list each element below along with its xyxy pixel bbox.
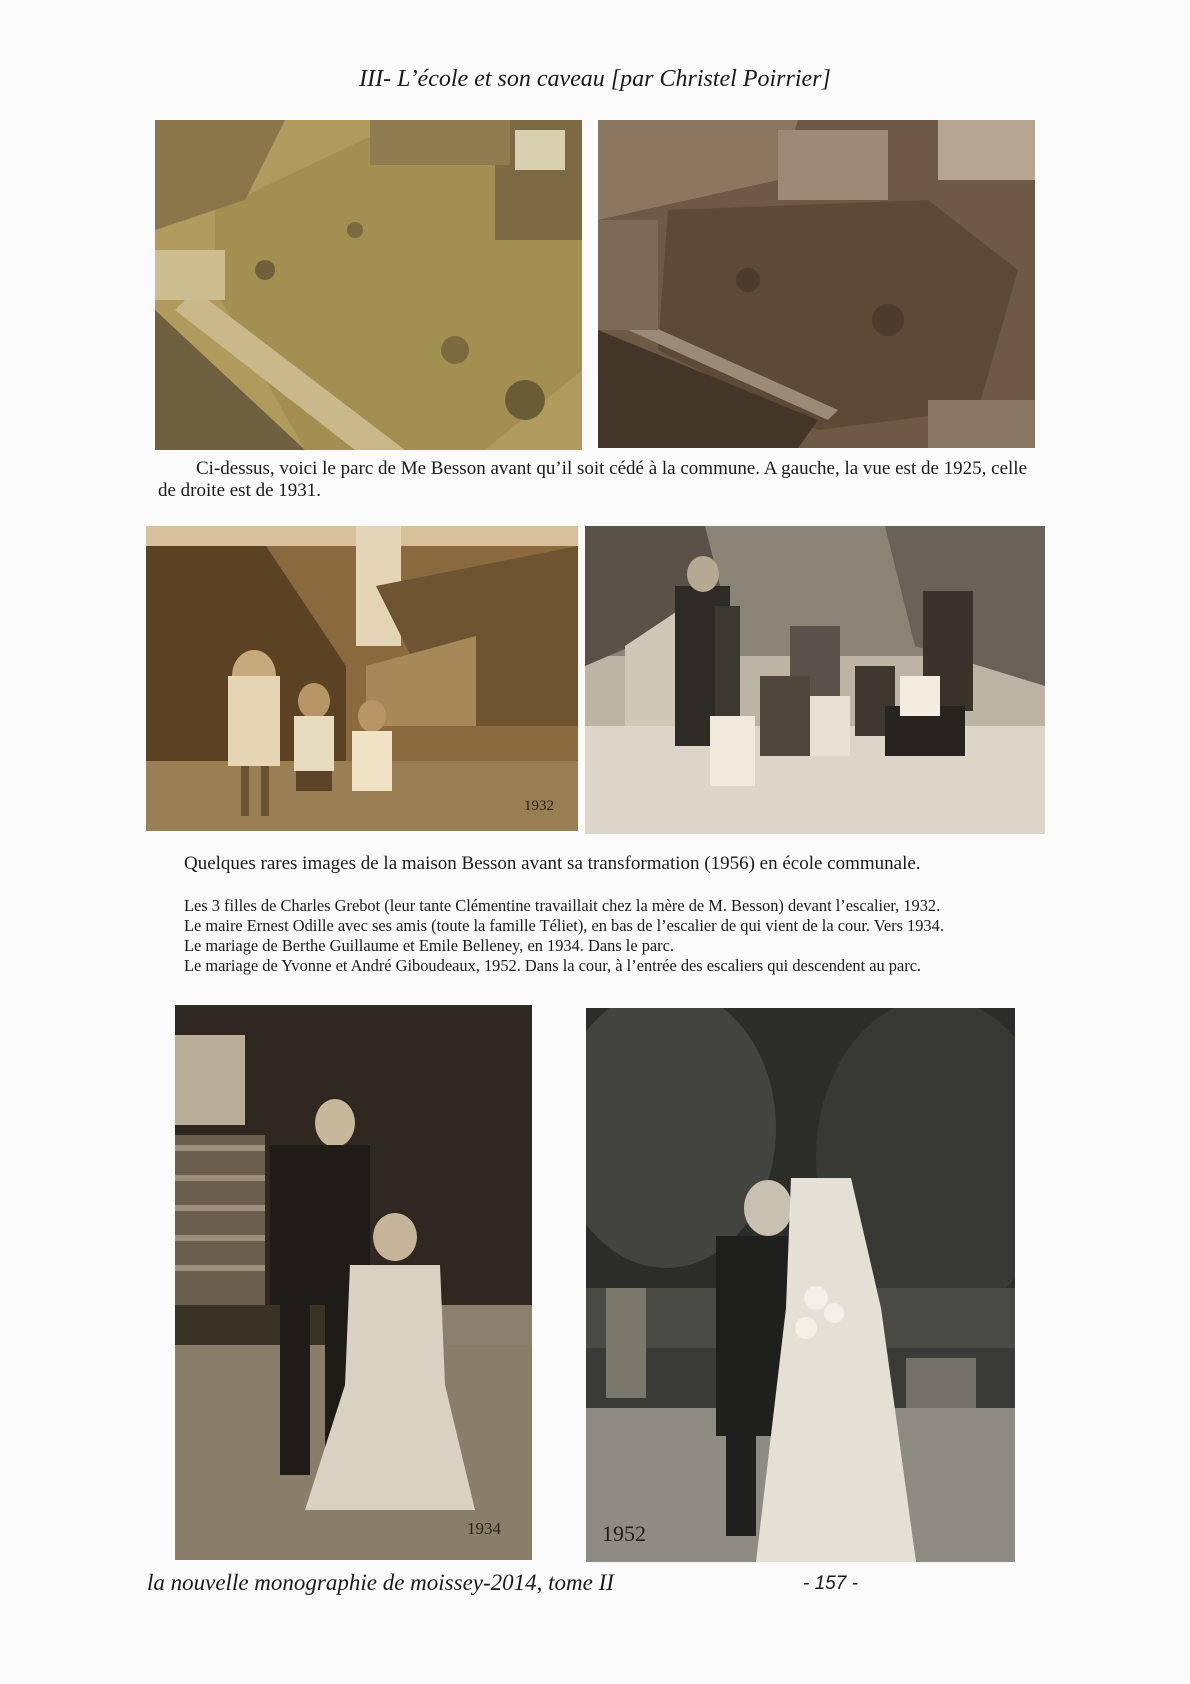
caption-aerial-photos: Ci-dessus, voici le parc de Me Besson avant qu’il soit cédé à la commune. A gauche, la vue est de 1925, celle de droite est de 1931. bbox=[158, 458, 1028, 501]
photo-wedding-1934 bbox=[175, 1005, 532, 1560]
photo-notes-list bbox=[184, 896, 1064, 976]
photo-mayor-group bbox=[585, 526, 1045, 834]
caption-besson-house: Quelques rares images de la maison Besson avant sa transformation (1956) en école communale. bbox=[184, 853, 921, 874]
aerial-photo-1931 bbox=[598, 120, 1035, 448]
photo-girls-1932 bbox=[146, 526, 578, 831]
footer-page-number: - 157 - bbox=[803, 1573, 858, 1594]
photo-note: Les 3 filles de Charles Grebot (leur tante Clémentine travaillait chez la mère de M. Besson) devant l’escalier, 1932. bbox=[184, 896, 941, 915]
photo-stamp-1932: 1932 bbox=[524, 798, 554, 814]
photo-wedding-1952 bbox=[586, 1008, 1015, 1562]
page-title: III- L’école et son caveau [par Christel Poirrier] bbox=[359, 66, 831, 92]
photo-note: Le mariage de Yvonne et André Giboudeaux, 1952. Dans la cour, à l’entrée des escaliers qui descendent au parc. bbox=[184, 956, 922, 975]
photo-stamp-1952: 1952 bbox=[602, 1521, 646, 1546]
photo-note: Le mariage de Berthe Guillaume et Emile Belleney, en 1934. Dans le parc. bbox=[184, 936, 675, 955]
photo-note: Le maire Ernest Odille avec ses amis (toute la famille Téliet), en bas de l’escalier de qui vient de la cour. Vers 1934. bbox=[184, 916, 944, 935]
footer-publication-title: la nouvelle monographie de moissey-2014, tome II bbox=[147, 1570, 614, 1595]
photo-stamp-1934: 1934 bbox=[467, 1519, 501, 1538]
aerial-photo-1925 bbox=[155, 120, 582, 450]
